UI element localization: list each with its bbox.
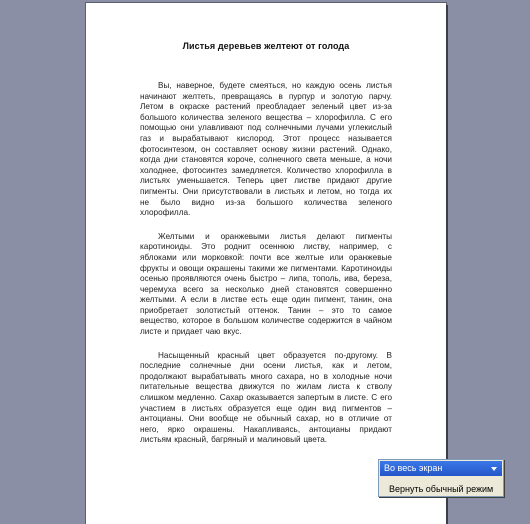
fullscreen-toolbar-title-bar[interactable] [380, 461, 502, 476]
document-page[interactable] [86, 3, 446, 524]
document-paragraph: Насыщенный красный цвет образуется по-другому. В последние солнечные дни осени листья, как и летом, продолжают вырабатывать много сахара, но в холодные ночи питательные вещества движутся по жилам листа к стволу слишком медленно. Сахар оказывается запертым в листе. С его участием в листьях образуется еще один вид пигментов – антоцианы. Они вообще не обычный сахар, но в отличие от него, ярко окрашены. Накапливаясь, антоцианы придают листьям красный, багряный и малиновый цвета. [140, 350, 392, 445]
fullscreen-toolbar-title: Во весь экран [384, 463, 443, 473]
chevron-down-icon[interactable] [491, 467, 497, 471]
close-full-screen-button[interactable]: Вернуть обычный режим [382, 479, 500, 495]
document-paragraph: Вы, наверное, будете смеяться, но каждую осень листья начинают желтеть, превращаясь в пурпур и золотую парчу. Летом в окраске растений преобладает зеленый цвет из-за большого количества зеленого вещества – хлорофилла. С его помощью они улавливают под солнечными лучами углекислый газ и вырабатывают кислород. Этот процесс называется фотосинтезом, он составляет основу жизни растений. Однако, когда дни становятся короче, солнечного света меньше, а ночи холоднее, фотосинтез замедляется. Количество хлорофилла в листьях уменьшается. Теперь цвет листве придают другие пигменты. Они присутствовали в листьях и летом, но тогда их не было видно из-за большого количества зеленого хлорофилла. [140, 81, 392, 218]
document-title: Листья деревьев желтеют от голода [182, 41, 350, 51]
document-paragraph: Желтыми и оранжевыми листья делают пигменты каротиноиды. Это роднит осеннюю листву, например, с яблоками или морковкой: почти все желтые или оранжевые фрукты и овощи окрашены такими же пигментами. Каротиноиды осенью проявляются очень быстро – липа, тополь, ива, береза, черемуха всего за несколько дней становятся совершенно желтыми. А если в листве есть еще один пигмент, танин, она приобретает золотистый оттенок. Танин – это то самое вещество, которое в большом количестве содержится в чайном листе и придает чаю вкус. [140, 231, 392, 337]
fullscreen-toolbar [378, 459, 504, 497]
